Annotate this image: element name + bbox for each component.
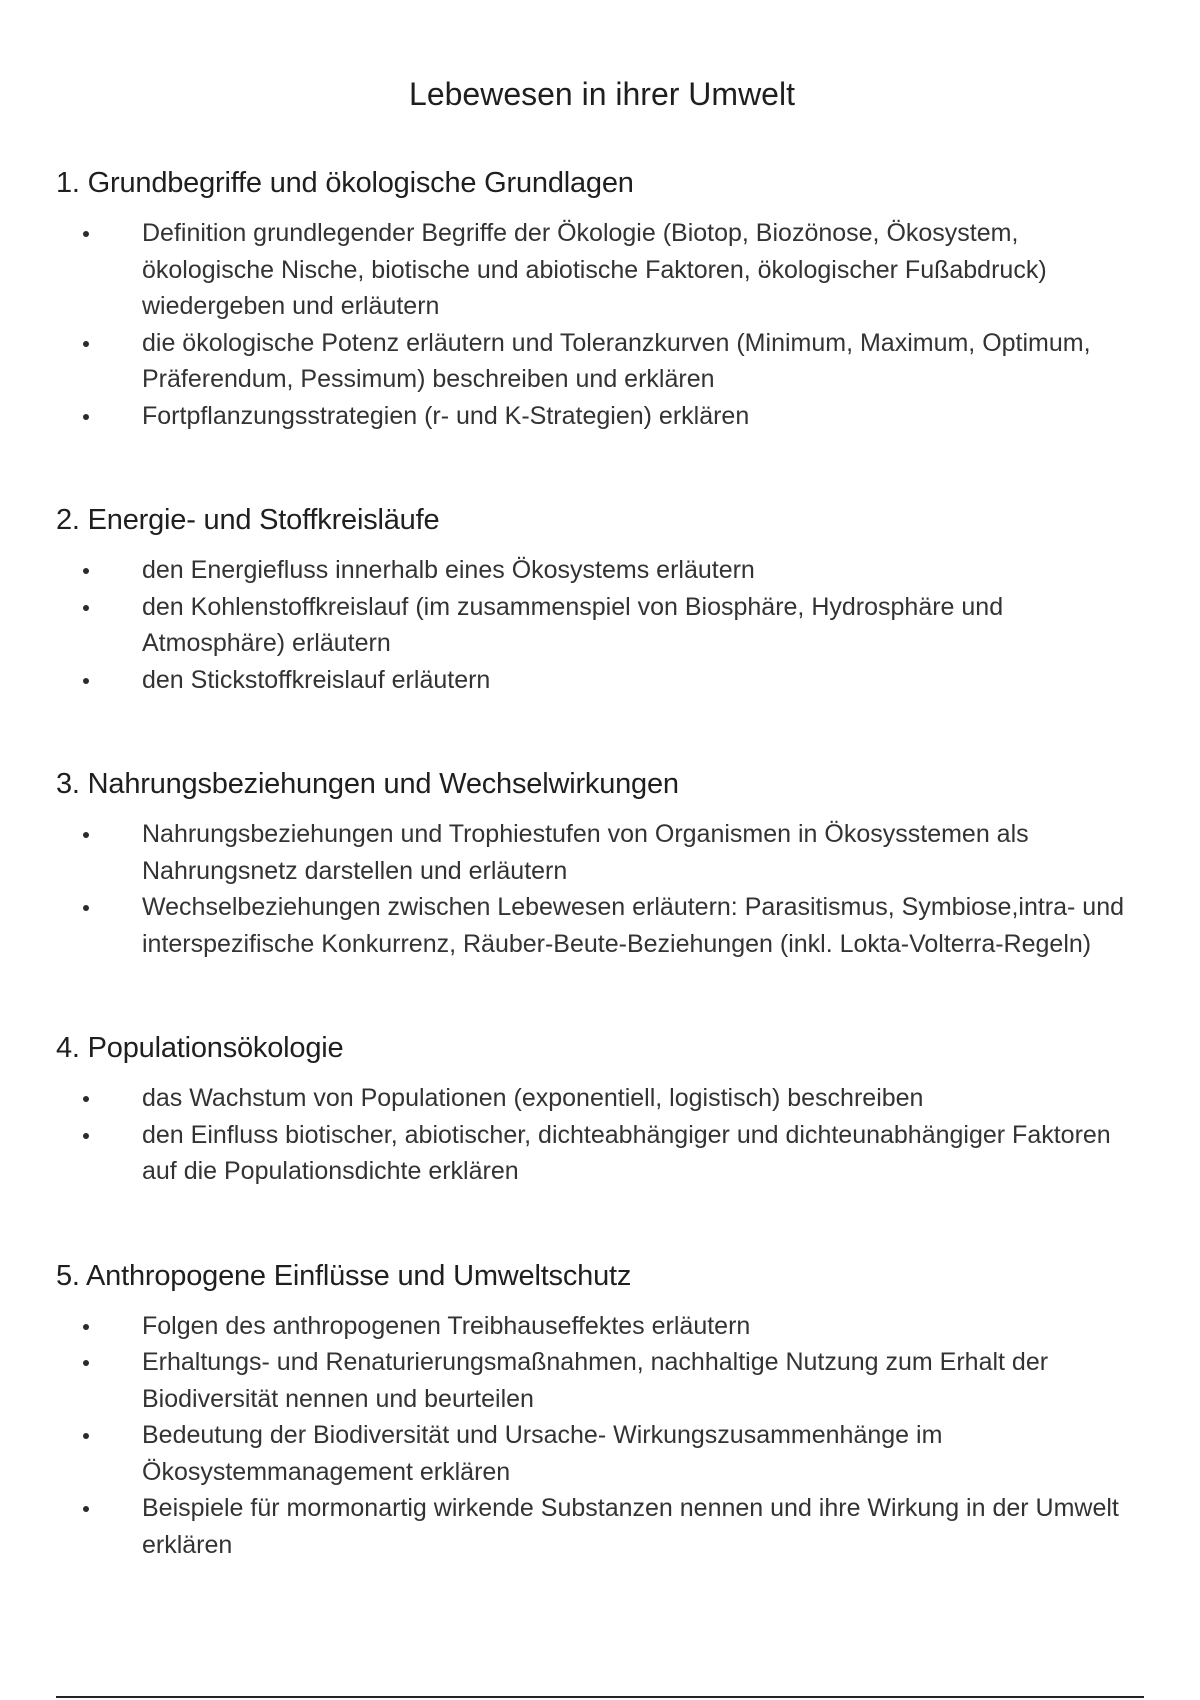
list-item [56,398,1148,435]
bullet-icon [83,1324,89,1330]
list-item [56,1308,1148,1345]
bullet-icon [83,414,89,420]
section-energie-stoffkreislaeufe [56,501,1148,698]
list-item [56,1117,1148,1190]
list-item [56,889,1148,962]
list-item-text: den Einfluss biotischer, abiotischer, dichteabhängiger und dichteunabhängiger Faktoren auf die Populationsdichte erklären [142,1120,1111,1185]
section-grundbegriffe [56,164,1148,434]
list-item [56,215,1148,325]
list-item [56,1417,1148,1490]
bullet-icon [83,1096,89,1102]
list-item [56,662,1148,699]
bullet-icon [83,1433,89,1439]
list-item-text: Definition grundlegender Begriffe der Ökologie (Biotop, Biozönose, Ökosystem, ökologische Nische, biotische und abiotische Faktoren, ökologischer Fußabdruck) wiedergeben und erläutern [142,219,1047,320]
section-heading: 3. Nahrungsbeziehungen und Wechselwirkungen [56,768,679,800]
bullet-list [56,215,1148,434]
bullet-list [56,816,1148,962]
bullet-icon [83,1133,89,1139]
bullet-icon [83,605,89,611]
list-item-text: das Wachstum von Populationen (exponentiell, logistisch) beschreiben [142,1084,924,1112]
list-item-text: den Energiefluss innerhalb eines Ökosystems erläutern [142,556,755,584]
section-heading: 5. Anthropogene Einflüsse und Umweltschutz [56,1259,632,1292]
list-item [56,1344,1148,1417]
bullet-icon [83,1506,89,1512]
list-item-text: Nahrungsbeziehungen und Trophiestufen von Organismen in Ökosysstemen als Nahrungsnetz darstellen und erläutern [142,820,1029,885]
list-item [56,1080,1148,1117]
list-item-text: Folgen des anthropogenen Treibhauseffektes erläutern [142,1311,751,1340]
bottom-divider [56,1696,1144,1698]
list-item [56,325,1148,398]
bullet-icon [83,678,89,684]
list-item-text: die ökologische Potenz erläutern und Toleranzkurven (Minimum, Maximum, Optimum, Präferendum, Pessimum) beschreiben und erklären [142,328,1091,393]
bullet-icon [83,568,89,574]
list-item [56,816,1148,889]
list-item-text: Erhaltungs- und Renaturierungsmaßnahmen, nachhaltige Nutzung zum Erhalt der Biodiversität nennen und beurteilen [142,1348,1049,1413]
list-item [56,1490,1148,1563]
bullet-icon [83,231,89,237]
list-item [56,552,1148,589]
section-nahrungsbeziehungen [56,765,1148,962]
section-populationsoekologie [56,1029,1148,1190]
section-heading: 4. Populationsökologie [56,1032,344,1064]
bullet-icon [83,905,89,911]
section-anthropogene-einfluesse [56,1257,1148,1564]
list-item-text: den Kohlenstoffkreislauf (im zusammenspiel von Biosphäre, Hydrosphäre und Atmosphäre) erläutern [142,592,1004,657]
bullet-icon [83,341,89,347]
bullet-list [56,1080,1148,1190]
document-title: Lebewesen in ihrer Umwelt [409,76,795,112]
bullet-icon [83,1360,89,1366]
list-item-text: Fortpflanzungsstrategien (r- und K-Strategien) erklären [142,401,750,430]
list-item-text: Wechselbeziehungen zwischen Lebewesen erläutern: Parasitismus, Symbiose,intra- und interspezifische Konkurrenz, Räuber-Beute-Beziehungen (inkl. Lokta-Volterra-Regeln) [142,893,1125,958]
bullet-icon [83,832,89,838]
section-heading: 1. Grundbegriffe und ökologische Grundlagen [56,167,634,199]
bullet-list [56,552,1148,698]
section-heading: 2. Energie- und Stoffkreisläufe [56,504,440,536]
list-item-text: Beispiele für mormonartig wirkende Substanzen nennen und ihre Wirkung in der Umwelt erklären [142,1494,1119,1559]
list-item [56,589,1148,662]
bullet-list [56,1308,1148,1564]
list-item-text: den Stickstoffkreislauf erläutern [142,665,491,694]
list-item-text: Bedeutung der Biodiversität und Ursache- Wirkungszusammenhänge im Ökosystemmanagement erklären [142,1421,943,1486]
